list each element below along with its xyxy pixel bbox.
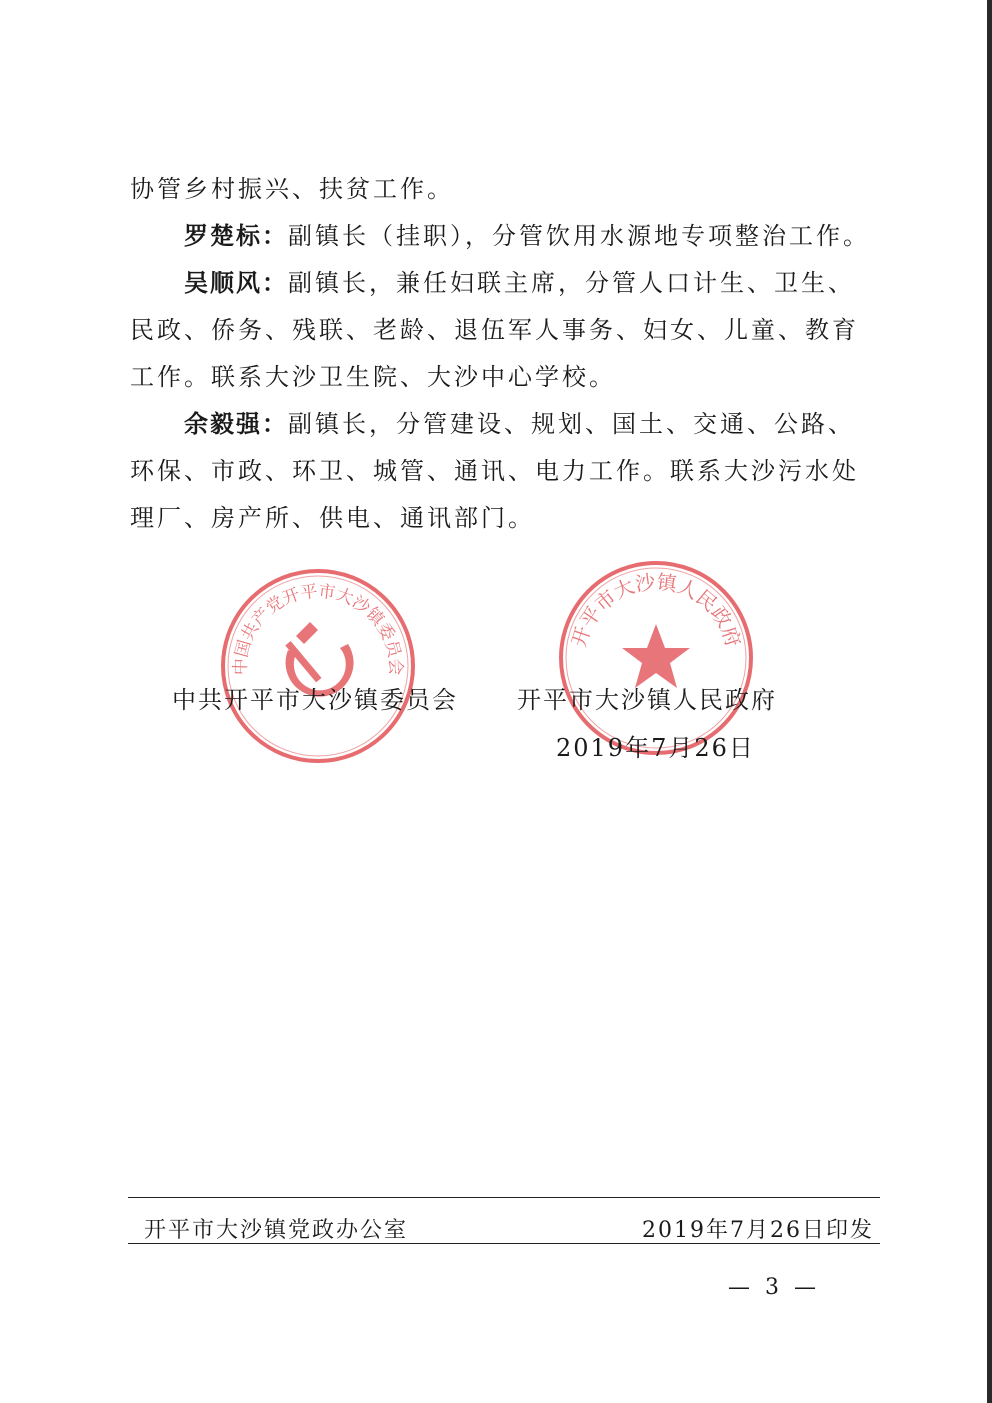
- person-name-yu: 余毅强：: [184, 410, 288, 438]
- page-number: — 3 —: [728, 1275, 820, 1300]
- paragraph-3: [130, 260, 870, 401]
- paragraph-1: [130, 166, 870, 213]
- footer-rule-bottom: [128, 1243, 880, 1244]
- footer-rule-top: [128, 1197, 880, 1198]
- person-name-wu: 吴顺风：: [184, 269, 288, 297]
- person-name-luo: 罗楚标：: [184, 222, 288, 250]
- paragraph-2: [130, 213, 870, 260]
- scan-edge: [987, 0, 992, 1403]
- party-seal-text: 中国共产党开平市大沙镇委员会: [230, 581, 406, 676]
- party-seal-graphic: [218, 566, 418, 766]
- paragraph-4-text: 副镇长，分管建设、规划、国土、交通、公路、环保、市政、环卫、城管、通讯、电力工作。联系大沙污水处理厂、房产所、供电、通讯部门。: [130, 410, 859, 532]
- signature-party-committee: 中共开平市大沙镇委员会: [172, 686, 458, 714]
- gov-seal-text: 开平市大沙镇人民政府: [566, 569, 746, 650]
- paragraph-2-text: 副镇长（挂职），分管饮用水源地专项整治工作。: [288, 222, 870, 250]
- signature-government: 开平市大沙镇人民政府: [517, 686, 777, 714]
- paragraph-1-text: 协管乡村振兴、扶贫工作。: [130, 175, 454, 203]
- party-committee-seal: [218, 566, 418, 766]
- paragraph-4: [130, 401, 870, 542]
- body-text: [130, 166, 870, 542]
- footer-issue-date: 2019年7月26日印发: [642, 1218, 874, 1243]
- footer-issuer: 开平市大沙镇党政办公室: [144, 1218, 409, 1243]
- paragraph-3-text: 副镇长，兼任妇联主席，分管人口计生、卫生、民政、侨务、残联、老龄、退伍军人事务、妇女、儿童、教育工作。联系大沙卫生院、大沙中心学校。: [130, 269, 859, 391]
- signature-date: 2019年7月26日: [556, 734, 755, 762]
